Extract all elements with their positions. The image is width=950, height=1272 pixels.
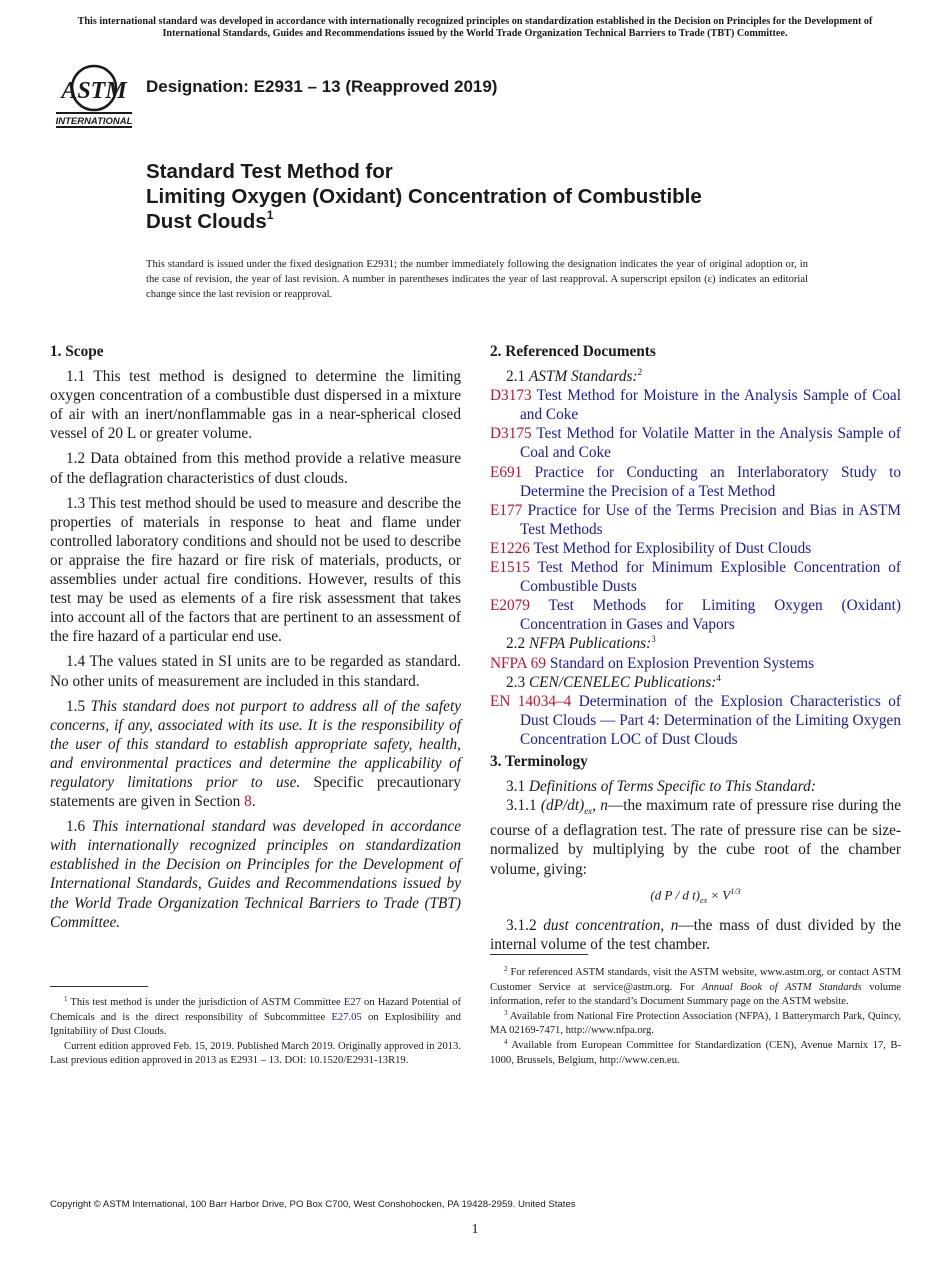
footnote-4-text: Available from European Committee for Standardization (CEN), Avenue Marnix 17, B-1000, Brussels, Belgium, http://www.cen.eu.	[490, 1039, 901, 1066]
footnote-1	[50, 996, 461, 1040]
reference-code-link[interactable]: E1226	[490, 539, 530, 557]
reference-item[interactable]	[490, 463, 901, 501]
formula-times: × V	[707, 886, 731, 902]
footnotes-left	[50, 996, 461, 1069]
reference-code-link[interactable]: D3175	[490, 425, 532, 443]
astm-reference-list	[490, 386, 901, 634]
term-3-1-num: 3.1	[506, 778, 526, 796]
reference-title-link[interactable]: Test Method for Explosibility of Dust Clouds	[533, 539, 812, 557]
term-3-1-label: Definitions of Terms Specific to This Standard:	[528, 778, 816, 796]
scope-1-5	[50, 697, 461, 812]
issue-note: This standard is issued under the fixed designation E2931; the number immediately following the designation indicates the year of original adoption or, in the case of revision, the year of last revision. A number in parentheses indicates the year of last reapproval. A superscript epsilon (ε) indicates an editorial change since the last revision or reapproval.	[146, 259, 808, 300]
term-3-1	[490, 777, 901, 796]
scope-1-5-tail: Specific precautionary statements are given in Section	[50, 773, 461, 811]
scope-1-6-italic: This international standard was developed in accordance with internationally recognized principles on standardization established in the Decision on Principles for the Development of International Standards, Guides and Recommendations issued by the World Trade Organization Technical Barriers to Trade (TBT) Committee.	[50, 818, 461, 931]
ref-2-2-num: 2.2	[506, 635, 526, 653]
ref-2-2-label: NFPA Publications:	[528, 635, 652, 653]
scope-1-5-end: .	[251, 793, 256, 811]
formula-main: (d P / d t)	[650, 886, 701, 902]
scope-1-2: 1.2 Data obtained from this method provide a relative measure of the deflagration characteristics of dust clouds.	[50, 450, 461, 487]
reference-item[interactable]	[490, 539, 901, 558]
reference-item[interactable]	[490, 596, 901, 634]
terminology-section	[490, 752, 901, 954]
term-3-1-2	[490, 916, 901, 954]
footnote-4	[490, 1039, 901, 1068]
formula-sup: 1/3	[730, 886, 741, 896]
reference-title-link[interactable]: Practice for Conducting an Interlaboratory Study to Determine the Precision of a Test Method	[520, 463, 902, 500]
term-3-1-1-sub: ex	[584, 806, 593, 817]
designation: Designation: E2931 – 13 (Reapproved 2019)	[146, 77, 498, 96]
footnote-divider-right	[490, 954, 588, 955]
copyright-notice: Copyright © ASTM International, 100 Barr Harbor Drive, PO Box C700, West Conshohocken, PA 19428-2959. United States	[50, 1199, 576, 1210]
ref-2-1-label: ASTM Standards:	[528, 368, 638, 386]
term-3-1-1-comma: ,	[592, 797, 597, 815]
committee-e27-link[interactable]: E27	[343, 997, 361, 1008]
reference-title-link[interactable]: Standard on Explosion Prevention Systems	[549, 654, 815, 672]
footnote-4-mark[interactable]: 4	[716, 672, 721, 683]
reference-code-link[interactable]: E1515	[490, 559, 530, 577]
footnote-2-italic: Annual Book of ASTM Standards	[702, 981, 862, 993]
top-note: This international standard was developed in accordance with internationally recognized principles on standardization established in the Decision on Principles for the Development of International Standards, Guides and Recommendations issued by the World Trade Organization Technical Barriers to Trade (TBT) Committee.	[77, 16, 873, 39]
ref-2-3-num: 2.3	[506, 673, 526, 691]
footnote-2-mark[interactable]: 2	[637, 367, 643, 378]
title-line-1: Standard Test Method for	[146, 160, 393, 183]
page-number: 1	[471, 1222, 479, 1237]
term-3-1-1-term: (dP/dt)	[540, 797, 585, 815]
scope-1-1: 1.1 This test method is designed to determine the limiting oxygen concentration of a combustible dust dispersed in a mixture of air with an inert/nonflammable gas in a near-spherical closed vessel of 20 L or greater volume.	[50, 368, 461, 443]
scope-1-5-italic: This standard does not purport to address all of the safety concerns, if any, associated with its use. It is the responsibility of the user of this standard to establish appropriate safety, health, and environmental practices and determine the applicability of regulatory limitations prior to use.	[50, 697, 462, 791]
ref-2-1-num: 2.1	[506, 368, 526, 386]
section-8-link[interactable]: 8	[244, 793, 252, 811]
reference-code-link[interactable]: NFPA 69	[490, 654, 546, 672]
term-3-1-1	[490, 796, 901, 878]
astm-standards-subheading	[490, 367, 901, 386]
formula-sub: ex	[700, 895, 708, 905]
reference-item[interactable]	[490, 692, 901, 749]
footnote-2	[490, 966, 901, 1010]
footnote-2-b: volume information, refer to the standard’s Document Summary page on the ASTM website.	[490, 981, 902, 1008]
reference-item[interactable]	[490, 501, 901, 539]
terminology-heading: 3. Terminology	[490, 753, 588, 770]
footnote-3-text: Available from National Fire Protection Association (NFPA), 1 Batterymarch Park, Quincy, MA 02169-7471, http://www.nfpa.org.	[490, 1010, 901, 1037]
scope-1-5-num: 1.5	[66, 697, 86, 715]
reference-code-link[interactable]: E691	[490, 463, 523, 481]
footnote-3-mark[interactable]: 3	[651, 634, 656, 645]
reference-item[interactable]	[490, 654, 901, 673]
scope-1-6	[50, 817, 461, 932]
term-3-1-2-num: 3.1.2	[506, 916, 537, 934]
nfpa-reference-list	[490, 654, 901, 673]
term-3-1-2-text: —the mass of dust divided by the internal volume of the test chamber.	[490, 916, 901, 953]
document-title	[146, 159, 866, 234]
footnote-1-c: on Explosibility and Ignitability of Dust Clouds.	[50, 1011, 461, 1038]
footnotes-right	[490, 966, 901, 1068]
astm-logo	[54, 62, 134, 132]
footnote-2-a: For referenced ASTM standards, visit the ASTM website, www.astm.org, or contact ASTM Customer Service at service@astm.org. For	[490, 967, 902, 993]
reference-title-link[interactable]: Test Method for Volatile Matter in the Analysis Sample of Coal and Coke	[520, 425, 901, 462]
footnote-3-num: 3	[504, 1008, 508, 1017]
reference-item[interactable]	[490, 558, 901, 596]
reference-code-link[interactable]: E177	[490, 501, 523, 519]
term-3-1-1-n: n	[600, 797, 608, 815]
reference-item[interactable]	[490, 386, 901, 424]
footnote-1-edition: Current edition approved Feb. 15, 2019. Published March 2019. Originally approved in 2013. Last previous edition approved in 2013 as E2931 – 13. DOI: 10.1520/E2931-13R19.	[50, 1040, 461, 1067]
references-heading: 2. Referenced Documents	[490, 343, 656, 360]
reference-title-link[interactable]: Test Method for Minimum Explosible Concentration of Combustible Dusts	[520, 559, 901, 596]
title-line-2: Limiting Oxygen (Oxidant) Concentration of Combustible	[146, 185, 702, 208]
scope-1-4: 1.4 The values stated in SI units are to be regarded as standard. No other units of measurement are included in this standard.	[50, 653, 461, 690]
scope-1-6-num: 1.6	[66, 818, 86, 836]
reference-code-link[interactable]: E2079	[490, 597, 530, 615]
logo-text: INTERNATIONAL	[55, 116, 133, 127]
reference-code-link[interactable]: EN 14034–4	[490, 692, 572, 710]
scope-section	[50, 342, 461, 932]
title-footnote-mark[interactable]: 1	[266, 208, 274, 222]
cen-reference-list	[490, 692, 901, 749]
footnote-2-num: 2	[504, 965, 508, 973]
footnote-divider-left	[50, 986, 148, 987]
referenced-documents-section	[490, 342, 901, 749]
footnote-1-b: on Hazard Potential of Chemicals and is the direct responsibility of Subcommittee	[50, 997, 462, 1023]
footnote-4-num: 4	[504, 1037, 508, 1046]
term-3-1-2-term: dust concentration, n	[543, 916, 679, 934]
reference-code-link[interactable]: D3173	[490, 387, 532, 405]
pressure-rise-formula	[490, 882, 901, 910]
reference-title-link[interactable]: Test Method for Moisture in the Analysis Sample of Coal and Coke	[520, 387, 901, 424]
ref-2-3-label: CEN/CENELEC Publications:	[528, 673, 717, 691]
title-line-3: Dust Clouds	[146, 210, 267, 233]
scope-heading: 1. Scope	[50, 343, 104, 360]
reference-item[interactable]	[490, 424, 901, 462]
reference-title-link[interactable]: Test Methods for Limiting Oxygen (Oxidant) Concentration in Gases and Vapors	[520, 597, 901, 634]
term-3-1-1-num: 3.1.1	[506, 797, 537, 815]
footnote-1-num: 1	[64, 995, 68, 1003]
reference-title-link[interactable]: Determination of the Explosion Characteristics of Dust Clouds — Part 4: Determination of the Limiting Oxygen Concentration LOC of Dust Clouds	[520, 692, 901, 748]
cen-subheading	[490, 673, 901, 692]
term-3-1-1-text: —the maximum rate of pressure rise during the course of a deflagration test. The rate of pressure rise can be size-normalized by multiplying by the cube root of the chamber volume, giving:	[490, 797, 901, 878]
svg-text:ASTM: ASTM	[61, 78, 127, 104]
footnote-1-a: This test method is under the jurisdiction of ASTM Committee	[70, 997, 341, 1008]
reference-title-link[interactable]: Practice for Use of the Terms Precision and Bias in ASTM Test Methods	[520, 501, 901, 538]
nfpa-subheading	[490, 634, 901, 653]
subcommittee-e27-05-link[interactable]: E27.05	[331, 1011, 362, 1023]
footnote-3	[490, 1010, 901, 1039]
scope-1-3: 1.3 This test method should be used to measure and describe the properties of materials in response to heat and flame under controlled laboratory conditions and should not be used to describe or appraise the fire hazard or fire risk of materials, products, or assemblies under actual fire conditions. However, results of this test may be used as elements of a fire risk assessment that takes into account all of the factors that are pertinent to an assessment of the fire hazard of a particular end use.	[50, 494, 461, 646]
